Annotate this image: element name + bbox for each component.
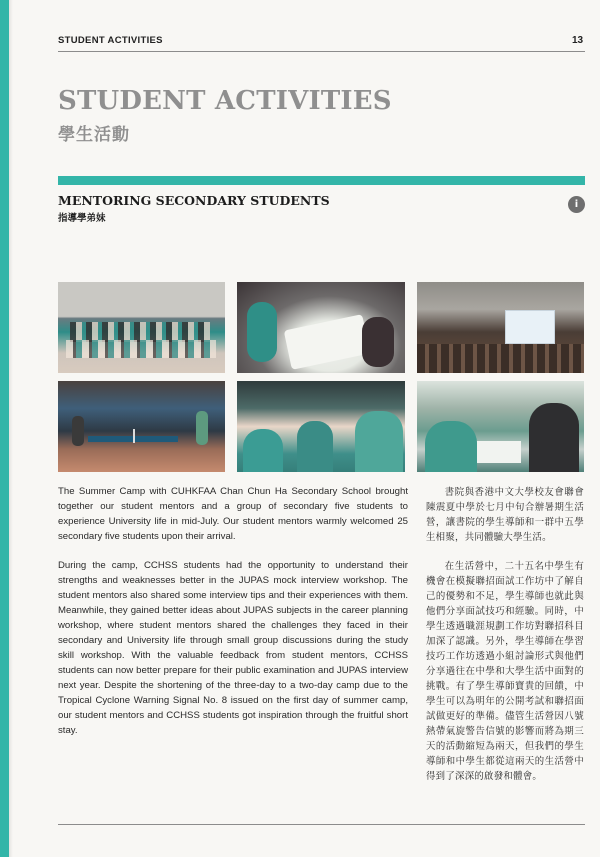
page-number: 13 (572, 35, 584, 46)
section-title-chinese: 學生活動 (58, 125, 130, 144)
photo-mentor-sharing (417, 381, 584, 472)
photo-workshop-table (237, 282, 405, 373)
photo-small-group-discussion (237, 381, 405, 472)
photo-table-tennis (58, 381, 225, 472)
article-title-chinese: 指導學弟妹 (58, 213, 106, 224)
english-paragraph-2: During the camp, CCHSS students had the opportunity to understand their strengths and weaknesses better in the JUPAS mock interview workshop. The student mentors also shared some interview tips and their experiences with them. Meanwhile, they gained better ideas about JUPAS subjects in the career planning workshop, where student mentors shared the challenges they faced in their secondary and University life through small group discussions during the study skill workshop. With the valuable feedback from student mentors, CCHSS students can now better prepare for their public examination and JUPAS interview next year. Despite the shortening of the three-day to a two-day camp due to the Tropical Cyclone Warning Signal No. 8 issued on the first day of summer camp, our student mentors and CCHSS students got inspiration through the fruitful short stay. (58, 560, 408, 736)
chinese-article-body (426, 484, 584, 797)
footer-rule (58, 824, 585, 825)
chinese-paragraph-1: 書院與香港中文大學校友會聯會陳震夏中學於七月中旬合辦暑期生活營，讓書院的學生導師和一群中五學生相聚，共同體驗大學生活。 (426, 486, 584, 542)
info-icon: i (568, 196, 585, 213)
english-paragraph-1: The Summer Camp with CUHKFAA Chan Chun Ha Secondary School brought together our student mentors and a group of secondary five students to experience University life in mid-July. Our student mentors warmly welcomed 25 secondary five students upon their arrival. (58, 486, 408, 542)
page-edge-accent-bar (0, 0, 9, 857)
section-title: STUDENT ACTIVITIES (58, 86, 392, 116)
section-divider-band (58, 176, 585, 185)
photo-group-portrait (58, 282, 225, 373)
running-head: STUDENT ACTIVITIES (58, 35, 163, 46)
chinese-paragraph-2: 在生活營中，二十五名中學生有機會在模擬聯招面試工作坊中了解自己的優勢和不足，學生導師也就此與他們分享面試技巧和經驗。同時，中學生透過職涯規劃工作坊對聯招科目加深了認識。另外，學生導師在學習技巧工作坊透過小組討論形式與他們分享過往在中學和大學生活中面對的挑戰。有了學生導師寶貴的回饋，中學生可以為明年的公開考試和聯招面試做更好的準備。儘管生活營因八號熱帶氣旋警告信號的影響而將為期三天的活動縮短為兩天，但我們的學生導師和中學生都從這兩天的生活營中得到了深深的啟發和體會。 (426, 560, 584, 781)
header-rule (58, 51, 585, 52)
article-title: MENTORING SECONDARY STUDENTS (58, 193, 330, 208)
photo-lecture-hall (417, 282, 584, 373)
english-article-body (58, 484, 408, 752)
page-edge-shadow (9, 0, 13, 857)
